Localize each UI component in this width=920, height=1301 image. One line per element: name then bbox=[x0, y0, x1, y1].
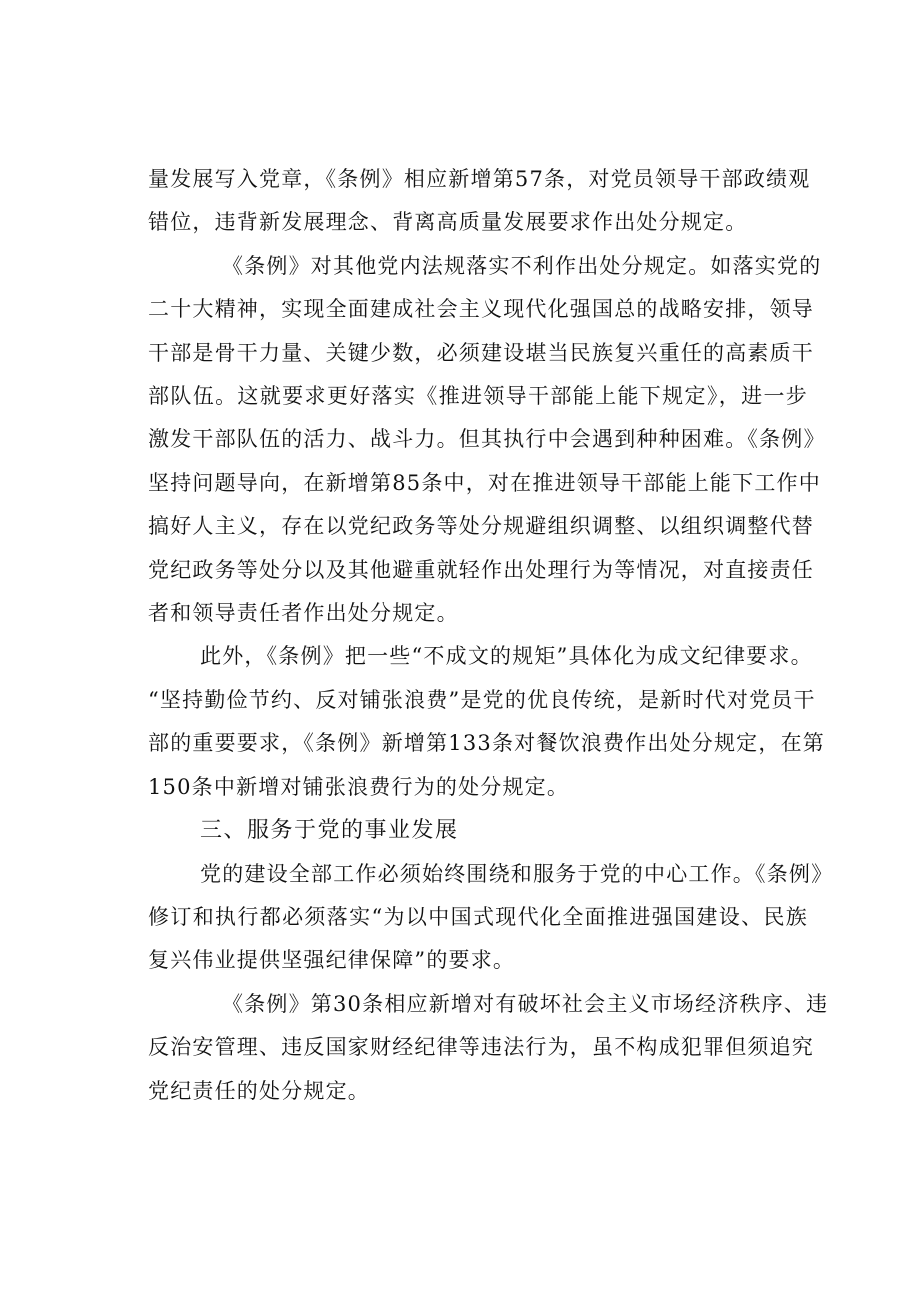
text-line: 者和领导责任者作出处分规定。 bbox=[148, 601, 459, 626]
section-heading: 三、服务于党的事业发展 bbox=[200, 818, 459, 844]
text-line: 《条例》第30条相应新增对有破坏社会主义市场经济秩序、违 bbox=[222, 991, 829, 1016]
text-line: 复兴伟业提供坚强纪律保障”的要求。 bbox=[148, 948, 516, 973]
text-line: 150条中新增对铺张浪费行为的处分规定。 bbox=[148, 774, 570, 799]
text-line: 搞好人主义，存在以党纪政务等处分规避组织调整、以组织调整代替 bbox=[148, 514, 814, 539]
text-line: “坚持勤俭节约、反对铺张浪费”是党的优良传统，是新时代对党员干 bbox=[148, 687, 816, 712]
text-line: 坚持问题导向，在新增第85条中，对在推进领导干部能上能下工作中 bbox=[148, 470, 821, 495]
paragraph-1 bbox=[148, 158, 811, 245]
text-line: 党的建设全部工作必须始终围绕和服务于党的中心工作。《条例》 bbox=[200, 861, 834, 886]
text-line: 量发展写入党章，《条例》相应新增第57条，对党员领导干部政绩观 bbox=[148, 167, 811, 191]
document-body bbox=[148, 158, 834, 1113]
text-line: 党纪责任的处分规定。 bbox=[148, 1078, 370, 1103]
text-line: 激发干部队伍的活力、战斗力。但其执行中会遇到种种困难。《条例》 bbox=[148, 427, 826, 452]
text-line: 此外，《条例》把一些“不成文的规矩”具体化为成文纪律要求。 bbox=[200, 644, 813, 669]
text-line: 《条例》对其他党内法规落实不利作出处分规定。如落实党的 bbox=[222, 253, 822, 278]
text-line: 修订和执行都必须落实“为以中国式现代化全面推进强国建设、民族 bbox=[148, 904, 808, 929]
text-line: 错位，违背新发展理念、背离高质量发展要求作出处分规定。 bbox=[148, 210, 748, 235]
text-line: 干部是骨干力量、关键少数，必须建设堪当民族复兴重任的高素质干 bbox=[148, 340, 814, 365]
text-line: 部的重要要求，《条例》新增第133条对餐饮浪费作出处分规定，在第 bbox=[148, 731, 825, 756]
text-line: 反治安管理、违反国家财经纪律等违法行为，虽不构成犯罪但须追究 bbox=[148, 1035, 814, 1060]
text-line: 党纪政务等处分以及其他避重就轻作出处理行为等情况，对直接责任 bbox=[148, 557, 814, 582]
paragraph-2 bbox=[148, 245, 826, 636]
text-line: 部队伍。这就要求更好落实《推进领导干部能上能下规定》，进一步 bbox=[148, 384, 808, 409]
paragraph-5 bbox=[148, 983, 829, 1113]
paragraph-3 bbox=[148, 635, 825, 809]
text-line: 二十大精神，实现全面建成社会主义现代化强国总的战略安排，领导 bbox=[148, 297, 814, 322]
paragraph-4 bbox=[148, 853, 834, 983]
